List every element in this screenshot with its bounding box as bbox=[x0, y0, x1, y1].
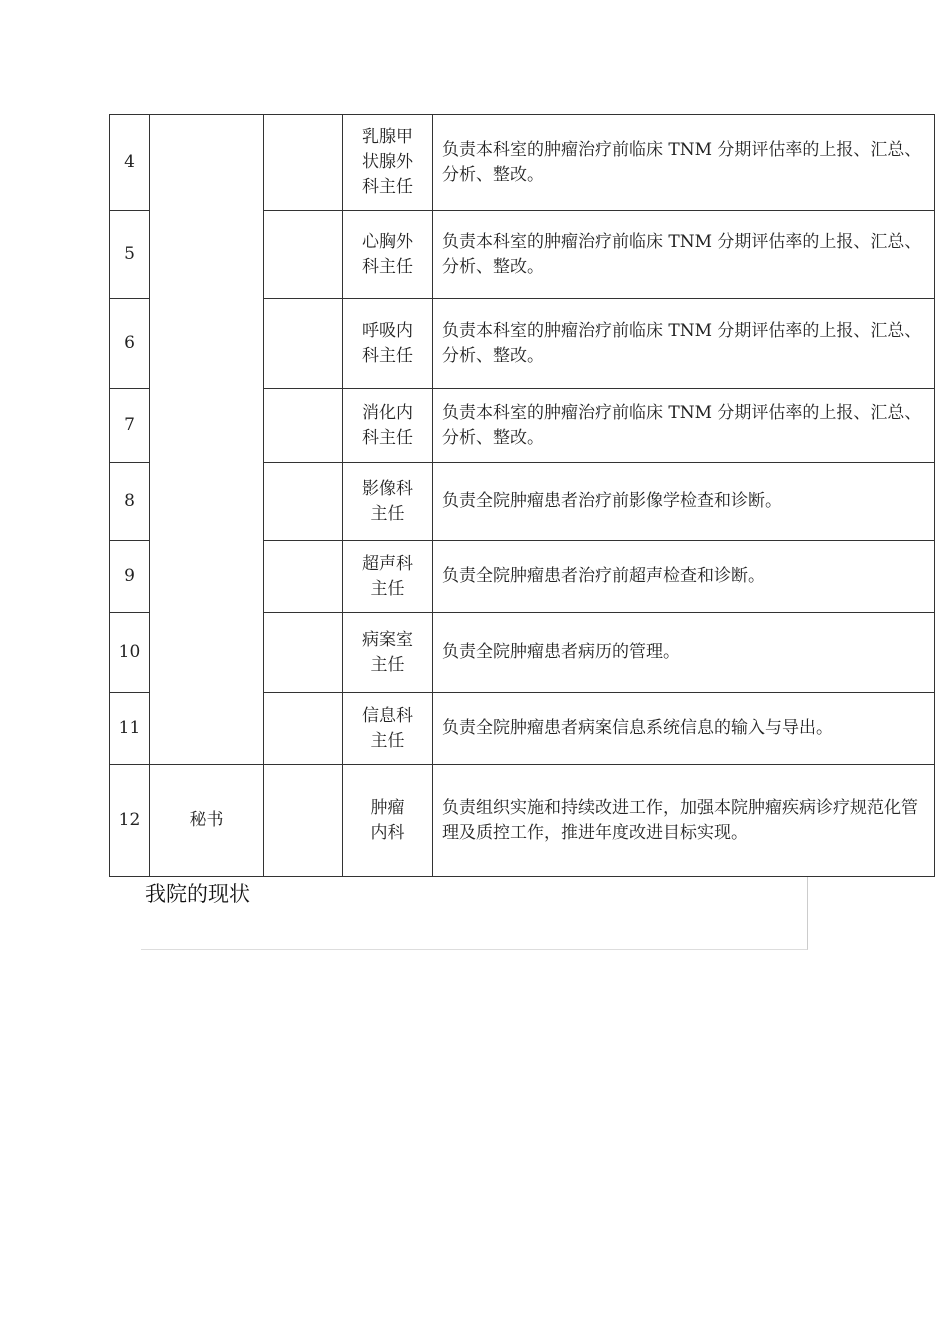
blank-cell bbox=[264, 389, 343, 463]
duty-cell: 负责本科室的肿瘤治疗前临床 TNM 分期评估率的上报、汇总、分析、整改。 bbox=[433, 299, 935, 389]
row-number: 9 bbox=[110, 541, 150, 613]
row-number: 10 bbox=[110, 613, 150, 693]
responsibility-table bbox=[109, 114, 935, 877]
department-cell bbox=[343, 541, 433, 613]
section-title: 我院的现状 bbox=[145, 882, 250, 906]
duty-cell: 负责本科室的肿瘤治疗前临床 TNM 分期评估率的上报、汇总、分析、整改。 bbox=[433, 389, 935, 463]
row-number: 6 bbox=[110, 299, 150, 389]
duty-cell: 负责本科室的肿瘤治疗前临床 TNM 分期评估率的上报、汇总、分析、整改。 bbox=[433, 211, 935, 299]
department-label: 乳腺甲状腺外科主任 bbox=[362, 127, 413, 197]
row-number: 11 bbox=[110, 693, 150, 765]
row-number: 7 bbox=[110, 389, 150, 463]
blank-cell bbox=[264, 211, 343, 299]
department-label: 信息科主任 bbox=[362, 705, 413, 751]
table-row bbox=[110, 115, 935, 211]
department-label: 心胸外科主任 bbox=[362, 231, 413, 277]
department-cell bbox=[343, 389, 433, 463]
row-number: 12 bbox=[110, 765, 150, 877]
department-cell bbox=[343, 299, 433, 389]
department-label: 超声科主任 bbox=[362, 553, 413, 599]
department-cell bbox=[343, 765, 433, 877]
department-label: 肿瘤内科 bbox=[370, 797, 405, 843]
row-number: 4 bbox=[110, 115, 150, 211]
blank-cell bbox=[264, 693, 343, 765]
department-label: 病案室主任 bbox=[362, 629, 413, 675]
role-cell-merged bbox=[150, 115, 264, 765]
row-number: 5 bbox=[110, 211, 150, 299]
department-cell bbox=[343, 613, 433, 693]
department-label: 消化内科主任 bbox=[362, 402, 413, 448]
table-row bbox=[110, 765, 935, 877]
blank-cell bbox=[264, 115, 343, 211]
blank-cell bbox=[264, 299, 343, 389]
blank-cell bbox=[264, 463, 343, 541]
duty-cell: 负责全院肿瘤患者治疗前超声检查和诊断。 bbox=[433, 541, 935, 613]
blank-cell bbox=[264, 541, 343, 613]
duty-cell: 负责本科室的肿瘤治疗前临床 TNM 分期评估率的上报、汇总、分析、整改。 bbox=[433, 115, 935, 211]
department-cell bbox=[343, 211, 433, 299]
duty-cell: 负责全院肿瘤患者治疗前影像学检查和诊断。 bbox=[433, 463, 935, 541]
role-cell: 秘书 bbox=[150, 765, 264, 877]
blank-cell bbox=[264, 765, 343, 877]
duty-cell: 负责组织实施和持续改进工作，加强本院肿瘤疾病诊疗规范化管理及质控工作，推进年度改进目标实现。 bbox=[433, 765, 935, 877]
department-cell bbox=[343, 693, 433, 765]
department-cell bbox=[343, 463, 433, 541]
department-label: 呼吸内科主任 bbox=[362, 320, 413, 366]
duty-cell: 负责全院肿瘤患者病历的管理。 bbox=[433, 613, 935, 693]
row-number: 8 bbox=[110, 463, 150, 541]
department-label: 影像科主任 bbox=[362, 478, 413, 524]
status-section bbox=[141, 877, 808, 950]
department-cell bbox=[343, 115, 433, 211]
blank-cell bbox=[264, 613, 343, 693]
duty-cell: 负责全院肿瘤患者病案信息系统信息的输入与导出。 bbox=[433, 693, 935, 765]
